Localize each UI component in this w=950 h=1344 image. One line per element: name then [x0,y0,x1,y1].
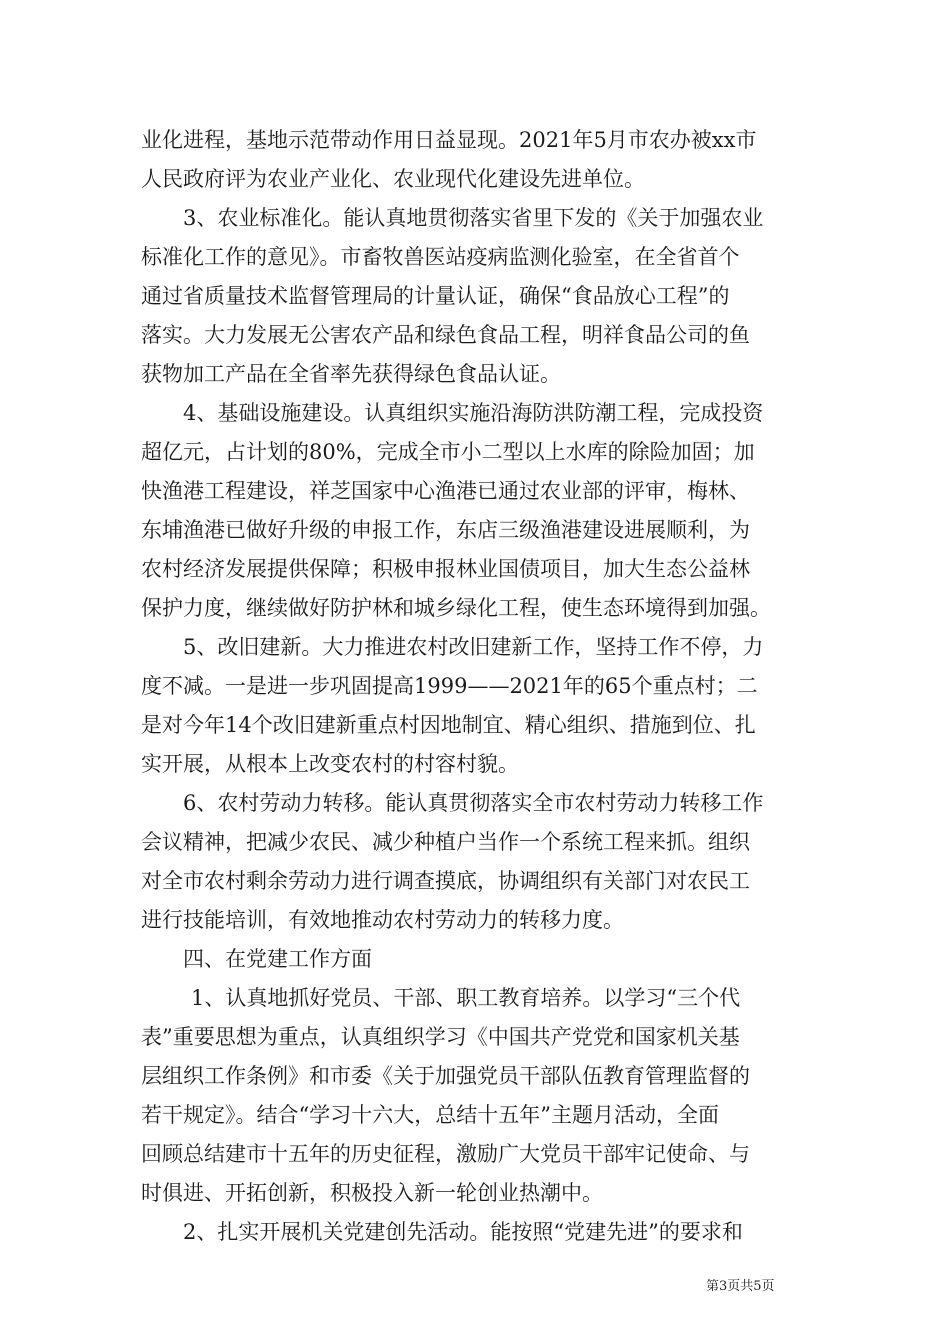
paragraph-heading: 5、改旧建新。大力推进农村改旧建新工作，坚持工作不停，力 [183,635,764,659]
text-line: 层组织工作条例》和市委《关于加强党员干部队伍教育管理监督的 [141,1064,750,1088]
text-line: 保护力度，继续做好防护林和城乡绿化工程，使生态环境得到加强。 [141,596,771,620]
paragraph-heading: 2、扎实开展机关党建创先活动。能按照“党建先进”的要求和 [183,1220,743,1244]
text-line: 若干规定》。结合“学习十六大，总结十五年”主题月活动，全面 [141,1103,719,1127]
text-line: 农村经济发展提供保障；积极申报林业国债项目，加大生态公益林 [141,557,750,581]
text-line: 东埔渔港已做好升级的申报工作，东店三级渔港建设进展顺利，为 [141,518,750,542]
section-heading: 四、在党建工作方面 [183,947,372,971]
text-line: 人民政府评为农业产业化、农业现代化建设先进单位。 [141,167,645,191]
paragraph-heading: 6、农村劳动力转移。能认真贯彻落实全市农村劳动力转移工作 [183,791,764,815]
paragraph-heading: 4、基础设施建设。认真组织实施沿海防洪防潮工程，完成投资 [183,401,764,425]
text-line: 标准化工作的意见》。市畜牧兽医站疫病监测化验室，在全省首个 [141,245,740,269]
text-line: 通过省质量技术监督管理局的计量认证，确保“食品放心工程”的 [141,284,730,308]
text-line: 业化进程，基地示范带动作用日益显现。2021年5月市农办被xx市 [141,128,757,152]
text-line: 进行技能培训，有效地推动农村劳动力的转移力度。 [141,908,624,932]
text-line: 时俱进、开拓创新，积极投入新一轮创业热潮中。 [141,1181,603,1205]
text-line: 回顾总结建市十五年的历史征程，激励广大党员干部牢记使命、与 [141,1142,750,1166]
text-line: 超亿元，占计划的80%，完成全市小二型以上水库的除险加固；加 [141,440,755,464]
text-line: 落实。大力发展无公害农产品和绿色食品工程，明祥食品公司的鱼 [141,323,750,347]
text-line: 是对今年14个改旧建新重点村因地制宜、精心组织、措施到位、扎 [141,713,756,737]
page-number: 第3页共5页 [706,1279,775,1294]
text-line: 表”重要思想为重点，认真组织学习《中国共产党党和国家机关基 [141,1025,740,1049]
text-line: 快渔港工程建设，祥芝国家中心渔港已通过农业部的评审，梅林、 [141,479,750,503]
text-line: 实开展，从根本上改变农村的村容村貌。 [141,752,519,776]
text-line: 对全市农村剩余劳动力进行调查摸底，协调组织有关部门对农民工 [141,869,750,893]
text-line: 会议精神，把减少农民、减少种植户当作一个系统工程来抓。组织 [141,830,750,854]
paragraph-heading: 3、农业标准化。能认真地贯彻落实省里下发的《关于加强农业 [183,206,764,230]
text-line: 度不减。一是进一步巩固提高1999——2021年的65个重点村；二 [141,674,758,698]
paragraph-heading: 1、认真地抓好党员、干部、职工教育培养。以学习“三个代 [191,986,741,1010]
text-line: 获物加工产品在全省率先获得绿色食品认证。 [141,362,561,386]
